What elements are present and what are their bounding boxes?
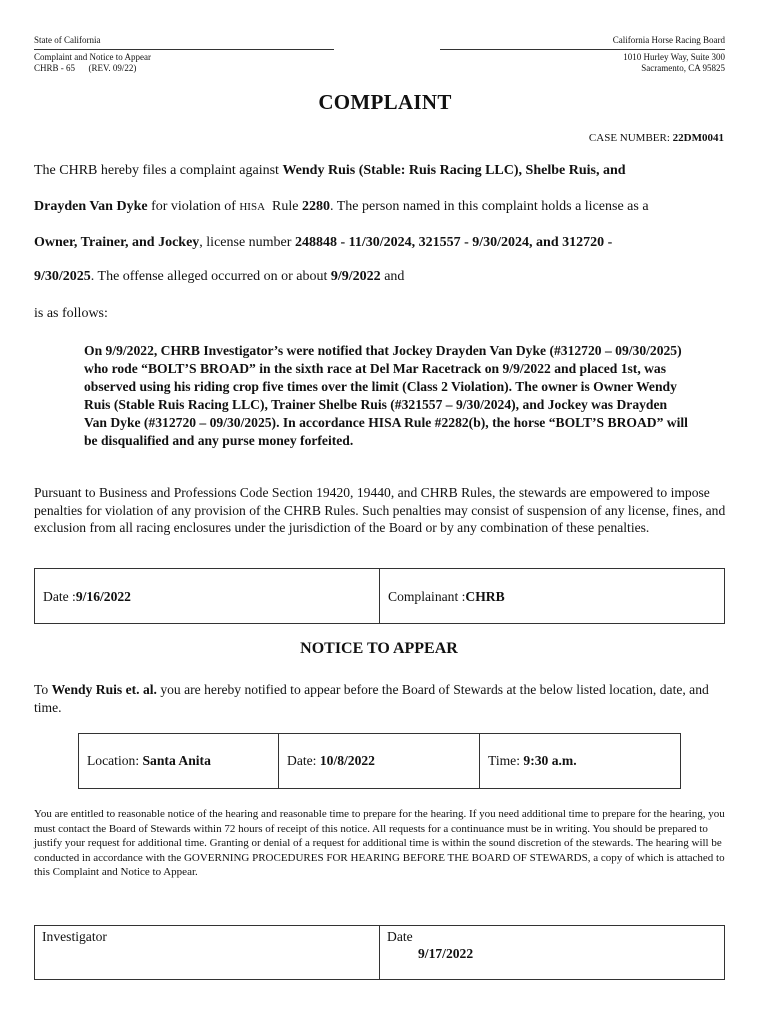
penalty-statement: Pursuant to Business and Professions Code Section 19420, 19440, and CHRB Rules, the stewards are empowered to impose penalties for violation of any provision of the CHRB Rules. Such penalties may consist of suspension of any license, fines, and exclusion from all racing enclosures under the jurisdiction of the Board or by any combination of these penalties. <box>34 485 726 535</box>
complaint-text: , license number <box>199 235 295 250</box>
notice-to-label: To <box>34 682 52 697</box>
hearing-time-cell <box>480 734 680 788</box>
complaint-text: . The offense alleged occurred on or about <box>90 269 331 284</box>
complainant-value: CHRB <box>465 589 505 604</box>
notice-to-name: Wendy Ruis et. al. <box>51 682 157 697</box>
case-number-label: CASE NUMBER: <box>588 132 673 144</box>
investigator-cell <box>35 926 380 979</box>
offense-description: On 9/9/2022, CHRB Investigator’s were notified that Jockey Drayden Van Dyke (#312720 – 09/30/2025) who rode “BOLT’S BROAD” in the sixth race at Del Mar Racetrack on 9/9/2022 and placed 1st, was observed using his riding crop five times over the limit (Class 2 Violation). The owner is Owner Wendy Ruis (Stable Ruis Racing LLC), Trainer Shelbe Ruis (#321557 – 9/30/2024), and Jockey was Drayden Van Dyke (#312720 – 09/30/2025). In accordance HISA Rule #2282(b), the horse “BOLT’S BROAD” will be disqualified and any purse money forfeited. <box>84 343 688 448</box>
complaint-line-2 <box>34 198 734 216</box>
case-number <box>589 132 724 144</box>
complaint-line-4 <box>34 268 734 286</box>
header-divider-right <box>440 49 725 50</box>
date-value: 9/16/2022 <box>75 589 131 604</box>
offense-date: 9/9/2022 <box>330 269 381 284</box>
header-state: State of California <box>34 35 101 45</box>
hearing-date <box>287 753 375 769</box>
hearing-location <box>87 753 211 769</box>
header-city: Sacramento, CA 95825 <box>641 63 725 73</box>
header-right <box>440 35 725 74</box>
header-address: 1010 Hurley Way, Suite 300 <box>623 52 725 62</box>
hearing-date-value: 10/8/2022 <box>319 753 375 768</box>
header-form-name: Complaint and Notice to Appear <box>34 52 151 62</box>
hearing-rights-text: You are entitled to reasonable notice of the hearing and reasonable time to prepare for the hearing. If you need additional time to prepare for the hearing, you must contact the Board of Stewards within 72 hours of receipt of this notice. All requests for a continuance must be in writing. You should be prepared to justify your request for additional time. Granting or denial of a request for additional time is within the sound discretion of the stewards. The hearing will be conducted in accordance with the GOVERNING PROCEDURES FOR HEARING BEFORE THE BOARD OF STEWARDS, a copy of which is attached to this Complaint and Notice to Appear. <box>34 808 725 878</box>
rule-number: 2280 <box>301 199 330 214</box>
license-numbers: 248848 - 11/30/2024, 321557 - 9/30/2024, and 312720 - <box>294 235 613 250</box>
page-title: COMPLAINT <box>318 90 452 114</box>
complaint-date <box>43 589 131 605</box>
license-roles: Owner, Trainer, and Jockey <box>34 235 200 250</box>
complaint-parties: Wendy Ruis (Stable: Ruis Racing LLC), Shelbe Ruis, and <box>282 163 626 178</box>
header-divider-left <box>34 49 334 50</box>
location-value: Santa Anita <box>142 753 211 768</box>
hearing-date-cell <box>279 734 480 788</box>
time-value: 9:30 a.m. <box>523 753 577 768</box>
complainant <box>388 589 505 605</box>
hearing-date-label: Date: <box>287 753 320 768</box>
header-agency: California Horse Racing Board <box>612 35 725 45</box>
header-form-number: CHRB - 65 (REV. 09/22) <box>34 63 137 73</box>
hearing-time <box>488 753 577 769</box>
complaint-text: The CHRB hereby files a complaint against <box>34 163 283 178</box>
complaint-party: Drayden Van Dyke <box>34 199 148 214</box>
complaint-text: for violation of <box>147 199 240 214</box>
date-label: Date : <box>43 589 76 604</box>
hearing-location-cell <box>79 734 279 788</box>
hisa-label: HISA <box>239 201 266 213</box>
complainant-cell <box>380 569 724 623</box>
notice-text <box>34 681 734 716</box>
hearing-details-box <box>78 733 681 789</box>
notice-title: NOTICE TO APPEAR <box>300 640 458 657</box>
complaint-date-cell <box>35 569 380 623</box>
signature-date-cell <box>380 926 724 979</box>
complaint-line-1 <box>34 162 734 180</box>
signature-date-value: 9/17/2022 <box>418 946 474 961</box>
complaint-line-3 <box>34 234 734 252</box>
complaint-line-5: is as follows: <box>34 306 108 321</box>
location-label: Location: <box>87 753 143 768</box>
license-expiry: 9/30/2025 <box>34 269 91 284</box>
notice-to-text: you are hereby notified to appear before the Board of Stewards at the below listed location, date, and time. <box>34 682 709 715</box>
complaint-text: . The person named in this complaint holds a license as a <box>329 199 649 214</box>
case-number-value: 22DM0041 <box>672 132 724 144</box>
signature-date-label: Date <box>387 929 413 944</box>
signature-box <box>34 925 725 980</box>
time-label: Time: <box>488 753 524 768</box>
complainant-label: Complainant : <box>388 589 466 604</box>
investigator-label: Investigator <box>42 929 107 944</box>
complaint-text: and <box>380 269 405 284</box>
complaint-date-box <box>34 568 725 624</box>
complaint-text: Rule <box>265 199 302 214</box>
header-left <box>34 35 334 74</box>
